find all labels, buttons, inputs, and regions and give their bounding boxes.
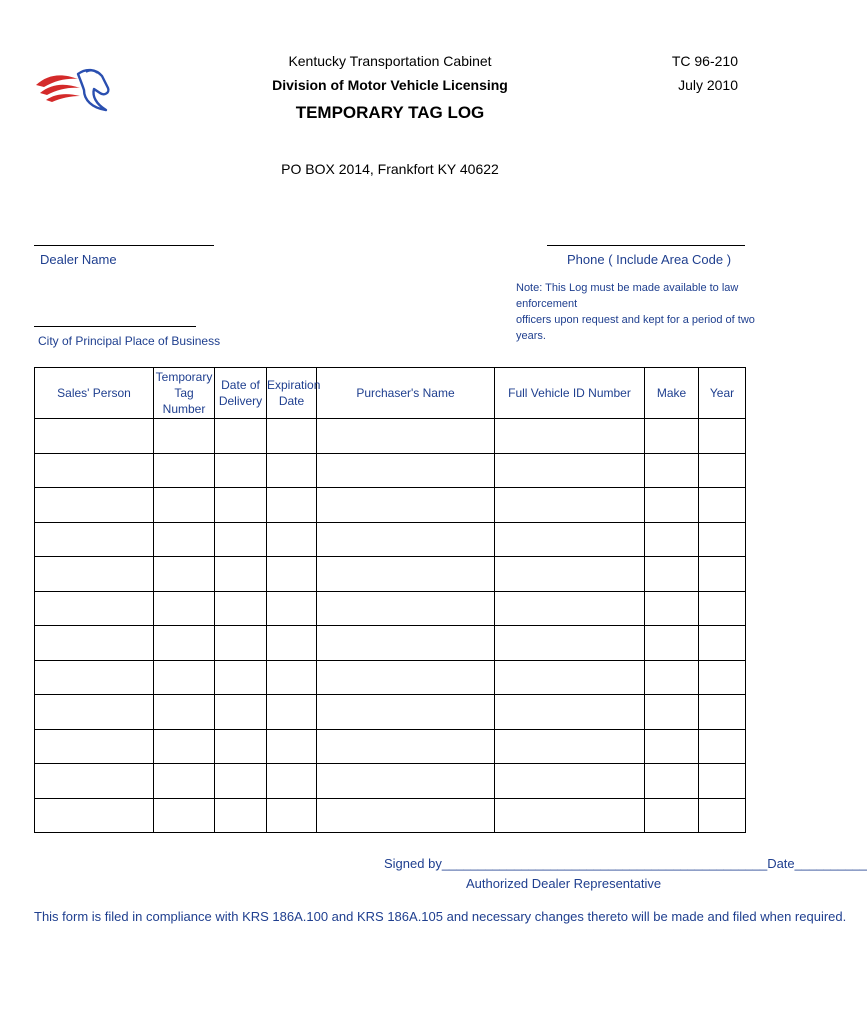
table-cell[interactable] [317,591,495,626]
agency-name: Kentucky Transportation Cabinet [288,53,492,69]
table-cell[interactable] [267,695,317,730]
table-cell[interactable] [154,453,215,488]
mailing-address: PO BOX 2014, Frankfort KY 40622 [281,161,499,177]
table-cell[interactable] [35,591,154,626]
table-cell[interactable] [35,764,154,799]
table-cell[interactable] [215,660,267,695]
table-cell[interactable] [317,557,495,592]
table-cell[interactable] [699,764,746,799]
table-row [35,764,746,799]
table-cell[interactable] [317,798,495,833]
table-cell[interactable] [154,798,215,833]
compliance-statement: This form is filed in compliance with KRS 186A.100 and KRS 186A.105 and necessary changes thereto will be made and filed when required. [34,909,847,924]
table-row [35,557,746,592]
table-cell[interactable] [35,729,154,764]
table-cell[interactable] [35,626,154,661]
table-cell[interactable] [699,419,746,454]
horse-logo-icon [34,66,112,112]
table-cell[interactable] [645,626,699,661]
table-row [35,729,746,764]
table-cell[interactable] [154,522,215,557]
table-cell[interactable] [495,660,645,695]
table-cell[interactable] [35,660,154,695]
table-cell[interactable] [154,591,215,626]
table-row [35,798,746,833]
table-cell[interactable] [699,660,746,695]
table-cell[interactable] [645,557,699,592]
table-cell[interactable] [267,660,317,695]
table-cell[interactable] [645,729,699,764]
table-cell[interactable] [699,729,746,764]
table-cell[interactable] [699,557,746,592]
tag-log-table [34,367,746,833]
table-cell[interactable] [215,557,267,592]
signature-line[interactable] [384,856,867,871]
table-cell[interactable] [35,798,154,833]
table-cell[interactable] [699,695,746,730]
table-cell[interactable] [35,453,154,488]
table-cell[interactable] [154,764,215,799]
signature-blank[interactable]: _____________________________________________ [441,856,768,871]
table-cell[interactable] [35,695,154,730]
table-cell[interactable] [267,798,317,833]
table-cell[interactable] [645,488,699,523]
table-cell[interactable] [267,522,317,557]
table-row [35,522,746,557]
page-title: TEMPORARY TAG LOG [295,103,485,122]
table-cell[interactable] [215,626,267,661]
table-cell[interactable] [215,764,267,799]
table-cell[interactable] [317,522,495,557]
table-cell[interactable] [495,695,645,730]
signed-by-label: Signed by [384,856,442,871]
table-cell[interactable] [154,419,215,454]
phone-field[interactable] [547,245,745,246]
table-cell[interactable] [215,522,267,557]
dealer-name-field[interactable] [34,245,214,246]
table-cell[interactable] [215,729,267,764]
col-header-delivery-date: Date of Delivery [215,368,267,419]
table-cell[interactable] [645,695,699,730]
table-cell[interactable] [154,660,215,695]
table-cell[interactable] [267,729,317,764]
table-cell[interactable] [35,488,154,523]
table-cell[interactable] [267,453,317,488]
table-cell[interactable] [495,729,645,764]
table-cell[interactable] [495,488,645,523]
table-cell[interactable] [215,453,267,488]
table-cell[interactable] [317,695,495,730]
col-header-purchaser-name: Purchaser's Name [317,368,495,419]
table-cell[interactable] [215,419,267,454]
table-cell[interactable] [699,591,746,626]
table-cell[interactable] [317,660,495,695]
table-cell[interactable] [645,453,699,488]
table-cell[interactable] [35,419,154,454]
dealer-name-label: Dealer Name [40,252,117,267]
table-cell[interactable] [495,626,645,661]
table-cell[interactable] [699,522,746,557]
table-row [35,660,746,695]
table-cell[interactable] [317,453,495,488]
table-cell[interactable] [495,591,645,626]
col-header-sales-person: Sales' Person [35,368,154,419]
col-header-make: Make [645,368,699,419]
date-label: Date [767,856,795,871]
date-blank[interactable]: __________ [794,856,867,871]
table-cell[interactable] [35,557,154,592]
table-cell[interactable] [699,626,746,661]
phone-label: Phone ( Include Area Code ) [567,252,732,267]
table-cell[interactable] [267,488,317,523]
city-label: City of Principal Place of Business [38,334,221,348]
table-cell[interactable] [267,419,317,454]
table-cell[interactable] [215,695,267,730]
col-header-year: Year [699,368,746,419]
table-cell[interactable] [154,488,215,523]
table-cell[interactable] [154,557,215,592]
table-row [35,453,746,488]
table-row [35,591,746,626]
table-cell[interactable] [645,591,699,626]
table-cell[interactable] [267,557,317,592]
table-cell[interactable] [35,522,154,557]
table-cell[interactable] [645,660,699,695]
table-cell[interactable] [645,798,699,833]
col-header-vin: Full Vehicle ID Number [495,368,645,419]
table-cell[interactable] [645,522,699,557]
table-cell[interactable] [645,764,699,799]
table-cell[interactable] [495,764,645,799]
table-row [35,695,746,730]
form-number: TC 96-210 [671,53,738,69]
table-row [35,419,746,454]
table-cell[interactable] [495,522,645,557]
table-cell[interactable] [267,626,317,661]
table-cell[interactable] [215,591,267,626]
table-cell[interactable] [215,798,267,833]
table-cell[interactable] [267,764,317,799]
table-cell[interactable] [317,729,495,764]
table-row [35,488,746,523]
table-row [35,626,746,661]
table-cell[interactable] [699,798,746,833]
col-header-expiration-date: Expiration Date [267,368,317,419]
table-cell[interactable] [645,419,699,454]
table-cell[interactable] [267,591,317,626]
table-cell[interactable] [154,695,215,730]
table-cell[interactable] [495,453,645,488]
city-field[interactable] [34,326,196,327]
table-header-row [35,368,746,419]
table-cell[interactable] [317,626,495,661]
division-name: Division of Motor Vehicle Licensing [272,77,508,93]
form-date: July 2010 [678,77,738,93]
table-cell[interactable] [317,419,495,454]
col-header-tag-number: Temporary Tag Number [154,368,215,419]
table-cell[interactable] [154,729,215,764]
table-cell[interactable] [317,764,495,799]
table-cell[interactable] [495,798,645,833]
table-cell[interactable] [154,626,215,661]
table-cell[interactable] [317,488,495,523]
table-cell[interactable] [215,488,267,523]
table-cell[interactable] [699,488,746,523]
table-cell[interactable] [495,557,645,592]
table-cell[interactable] [699,453,746,488]
authorized-rep-label: Authorized Dealer Representative [466,876,662,891]
note-line-1: Note: This Log must be made available to law enforcement [516,282,739,310]
table-body [35,419,746,833]
note-line-2: officers upon request and kept for a period of two years. [516,314,755,342]
retention-note [516,280,756,344]
table-cell[interactable] [495,419,645,454]
